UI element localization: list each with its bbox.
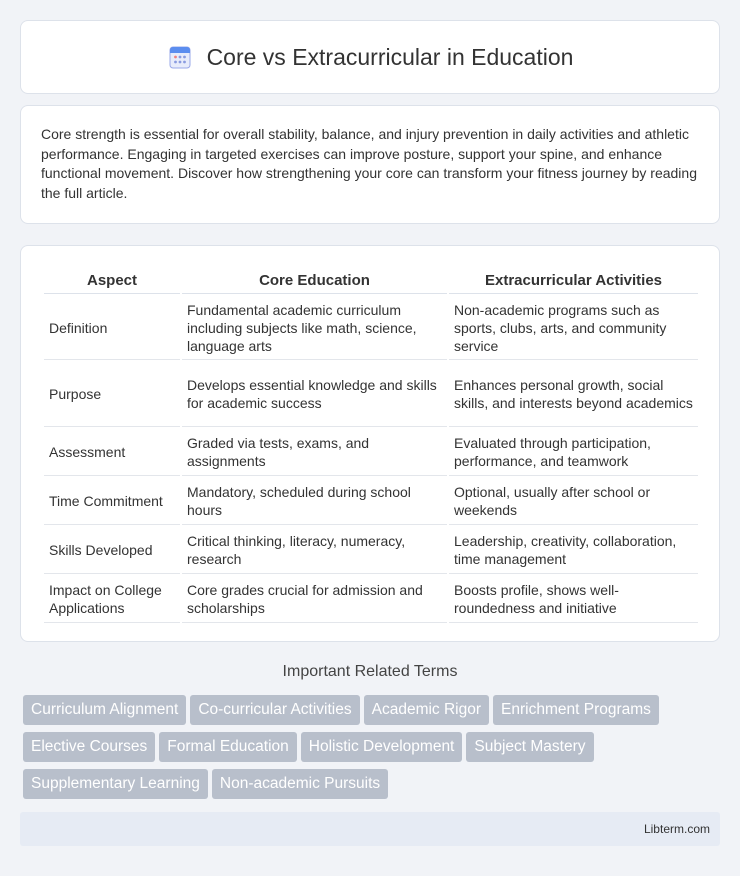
table-row (44, 576, 698, 623)
table-cell: Evaluated through participation, performance, and teamwork (449, 429, 698, 476)
intro-text: Core strength is essential for overall stability, balance, and injury prevention in daily activities and athletic performance. Engaging in targeted exercises can improve posture, support your spine, and enhance functional movement. Discover how strengthening your core can transform your fitness journey by reading the full article. (41, 126, 697, 201)
table-cell: Optional, usually after school or weekends (449, 478, 698, 525)
tag-non-academic-pursuits[interactable]: Non-academic Pursuits (212, 769, 388, 799)
tag-enrichment-programs[interactable]: Enrichment Programs (493, 695, 659, 725)
calendar-document-icon (167, 44, 193, 70)
table-cell: Fundamental academic curriculum including subjects like math, science, language arts (182, 296, 447, 360)
table-row (44, 478, 698, 525)
tag-academic-rigor[interactable]: Academic Rigor (364, 695, 489, 725)
table-cell: Definition (44, 296, 180, 360)
comparison-table-card (20, 245, 720, 642)
tag-subject-mastery[interactable]: Subject Mastery (466, 732, 593, 762)
table-cell: Boosts profile, shows well-roundedness and initiative (449, 576, 698, 623)
table-row (44, 362, 698, 427)
table-cell: Core grades crucial for admission and scholarships (182, 576, 447, 623)
tag-formal-education[interactable]: Formal Education (159, 732, 296, 762)
column-header: Core Education (182, 268, 447, 294)
table-row (44, 429, 698, 476)
footer (20, 812, 720, 846)
table-cell: Develops essential knowledge and skills for academic success (182, 362, 447, 427)
table-row (44, 527, 698, 574)
column-header: Aspect (44, 268, 180, 294)
comparison-table (42, 266, 700, 625)
table-cell: Purpose (44, 362, 180, 427)
table-cell: Time Commitment (44, 478, 180, 525)
table-cell: Critical thinking, literacy, numeracy, research (182, 527, 447, 574)
table-cell: Skills Developed (44, 527, 180, 574)
related-terms-title: Important Related Terms (282, 663, 458, 680)
table-row (44, 296, 698, 360)
tag-supplementary-learning[interactable]: Supplementary Learning (23, 769, 208, 799)
intro-card (20, 105, 720, 224)
table-header-row (44, 268, 698, 294)
footer-site-link[interactable]: Libterm.com (643, 822, 710, 836)
table-cell: Enhances personal growth, social skills, and interests beyond academics (449, 362, 698, 427)
related-terms-tags (23, 695, 723, 806)
table-cell: Impact on College Applications (44, 576, 180, 623)
tag-co-curricular-activities[interactable]: Co-curricular Activities (190, 695, 359, 725)
table-cell: Mandatory, scheduled during school hours (182, 478, 447, 525)
tag-elective-courses[interactable]: Elective Courses (23, 732, 155, 762)
table-cell: Leadership, creativity, collaboration, time management (449, 527, 698, 574)
table-cell: Non-academic programs such as sports, clubs, arts, and community service (449, 296, 698, 360)
table-cell: Graded via tests, exams, and assignments (182, 429, 447, 476)
tag-curriculum-alignment[interactable]: Curriculum Alignment (23, 695, 186, 725)
header-card (20, 20, 720, 94)
tag-holistic-development[interactable]: Holistic Development (301, 732, 463, 762)
table-cell: Assessment (44, 429, 180, 476)
page-title: Core vs Extracurricular in Education (206, 43, 574, 70)
column-header: Extracurricular Activities (449, 268, 698, 294)
